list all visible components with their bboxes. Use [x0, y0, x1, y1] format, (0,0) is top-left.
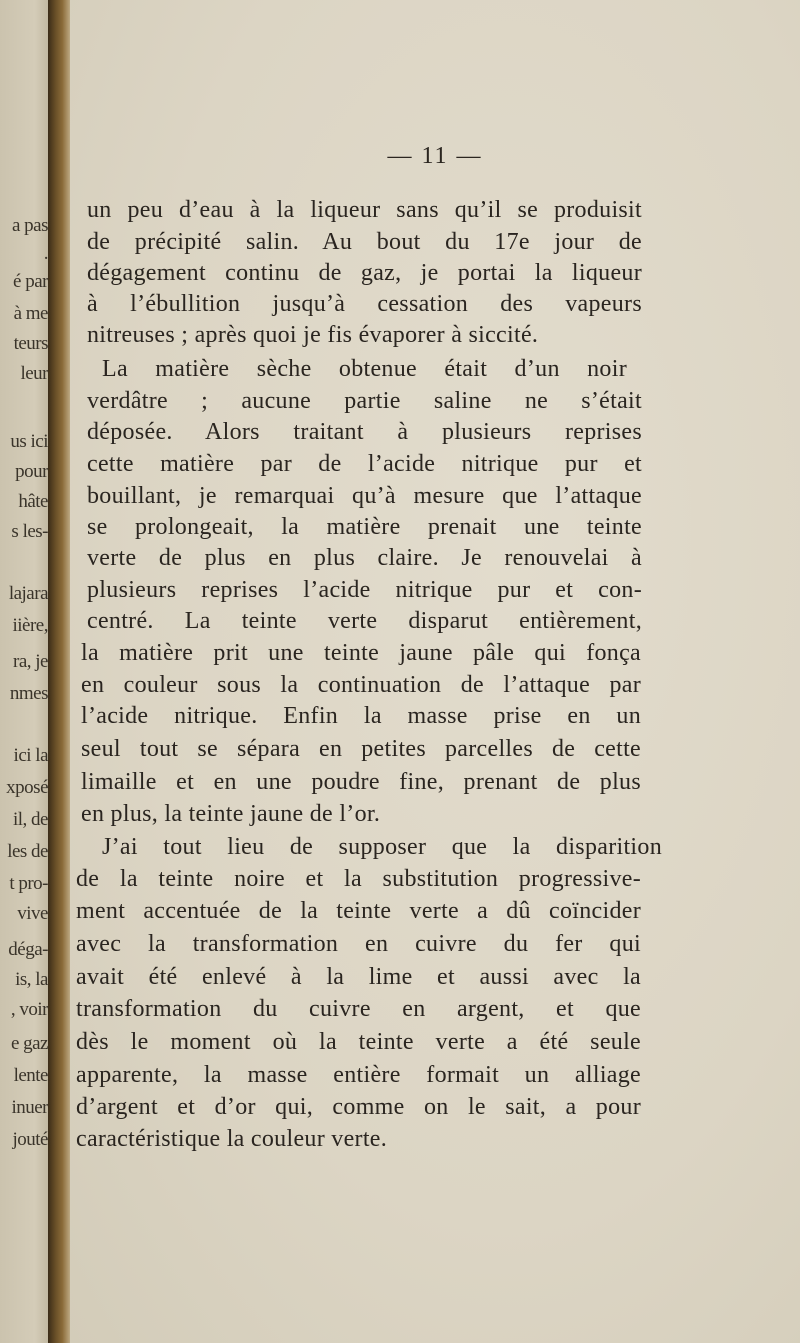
text-line: de précipité salin. Au bout du 17e jour de — [87, 229, 642, 255]
previous-page-fragment: é par — [13, 271, 48, 292]
text-line: cette matière par de l’acide nitrique pur et — [87, 451, 642, 477]
text-line: caractéristique la couleur verte. — [76, 1126, 388, 1152]
previous-page-fragment: lente — [13, 1065, 48, 1086]
previous-page-fragment: à me — [13, 303, 48, 324]
text-line: en couleur sous la continuation de l’attaque par — [81, 672, 641, 698]
previous-page-fragment: teurs — [13, 333, 48, 354]
previous-page-fragment: is, la — [15, 969, 48, 990]
previous-page-fragment: jouté — [12, 1129, 48, 1150]
previous-page-fragment: s les- — [11, 521, 48, 542]
text-line: avec la transformation en cuivre du fer qui — [76, 931, 641, 957]
text-line: apparente, la masse entière formait un alliage — [76, 1062, 641, 1088]
previous-page-fragment: vive — [17, 903, 48, 924]
previous-page-fragment: il, de — [13, 809, 48, 830]
text-line: un peu d’eau à la liqueur sans qu’il se produisit — [87, 197, 642, 223]
text-line: se prolongeait, la matière prenait une teinte — [87, 514, 642, 540]
text-line: verte de plus en plus claire. Je renouvelai à — [87, 545, 642, 571]
previous-page-edge — [0, 0, 50, 1343]
text-line: en plus, la teinte jaune de l’or. — [81, 801, 381, 827]
previous-page-fragment: us ici — [10, 431, 48, 452]
previous-page-fragment: a pas — [11, 215, 48, 236]
previous-page-fragment: hâte — [18, 491, 48, 512]
text-line: nitreuses ; après quoi je fis évaporer à siccité. — [87, 322, 539, 348]
text-line: transformation du cuivre en argent, et que — [76, 996, 641, 1022]
previous-page-fragment: lajara — [8, 583, 48, 604]
previous-page-fragment: inuer — [11, 1097, 48, 1118]
previous-page-fragment: nmes — [9, 683, 48, 704]
previous-page-fragment: xposé — [6, 777, 48, 798]
text-line: centré. La teinte verte disparut entièrement, — [87, 608, 642, 634]
text-line: plusieurs reprises l’acide nitrique pur et con- — [87, 577, 642, 603]
text-line: verdâtre ; aucune partie saline ne s’était — [87, 388, 642, 414]
page-number: — 11 — — [387, 143, 483, 169]
previous-page-fragment: pour — [15, 461, 48, 482]
previous-page-fragment: leur — [20, 363, 48, 384]
text-line: ment accentuée de la teinte verte a dû coïncider — [76, 898, 641, 924]
previous-page-fragment: . — [43, 243, 48, 264]
text-line: seul tout se sépara en petites parcelles de cette — [81, 736, 641, 762]
text-line: dégagement continu de gaz, je portai la liqueur — [87, 260, 642, 286]
text-line: limaille et en une poudre fine, prenant de plus — [81, 769, 641, 795]
text-line: La matière sèche obtenue était d’un noir — [102, 356, 627, 382]
text-line: d’argent et d’or qui, comme on le sait, a pour — [76, 1094, 641, 1120]
text-line: bouillant, je remarquai qu’à mesure que l’attaque — [87, 483, 642, 509]
text-line: l’acide nitrique. Enfin la masse prise en un — [81, 703, 641, 729]
text-line: dès le moment où la teinte verte a été seule — [76, 1029, 641, 1055]
text-line: la matière prit une teinte jaune pâle qui fonça — [81, 640, 641, 666]
page — [70, 0, 800, 1343]
previous-page-fragment: ra, je — [13, 651, 48, 672]
previous-page-fragment: e gaz — [10, 1033, 48, 1054]
text-line: avait été enlevé à la lime et aussi avec la — [76, 964, 641, 990]
previous-page-fragment: les de — [7, 841, 48, 862]
previous-page-fragment: t pro- — [9, 873, 48, 894]
text-line: déposée. Alors traitant à plusieurs reprises — [87, 419, 642, 445]
text-line: à l’ébullition jusqu’à cessation des vapeurs — [87, 291, 642, 317]
previous-page-fragment: iière, — [12, 615, 48, 636]
previous-page-fragment: déga- — [8, 939, 48, 960]
previous-page-fragment: , voir — [10, 999, 48, 1020]
text-line: de la teinte noire et la substitution progressive- — [76, 866, 641, 892]
previous-page-fragment: ici la — [13, 745, 48, 766]
text-line: J’ai tout lieu de supposer que la disparition — [102, 834, 662, 860]
